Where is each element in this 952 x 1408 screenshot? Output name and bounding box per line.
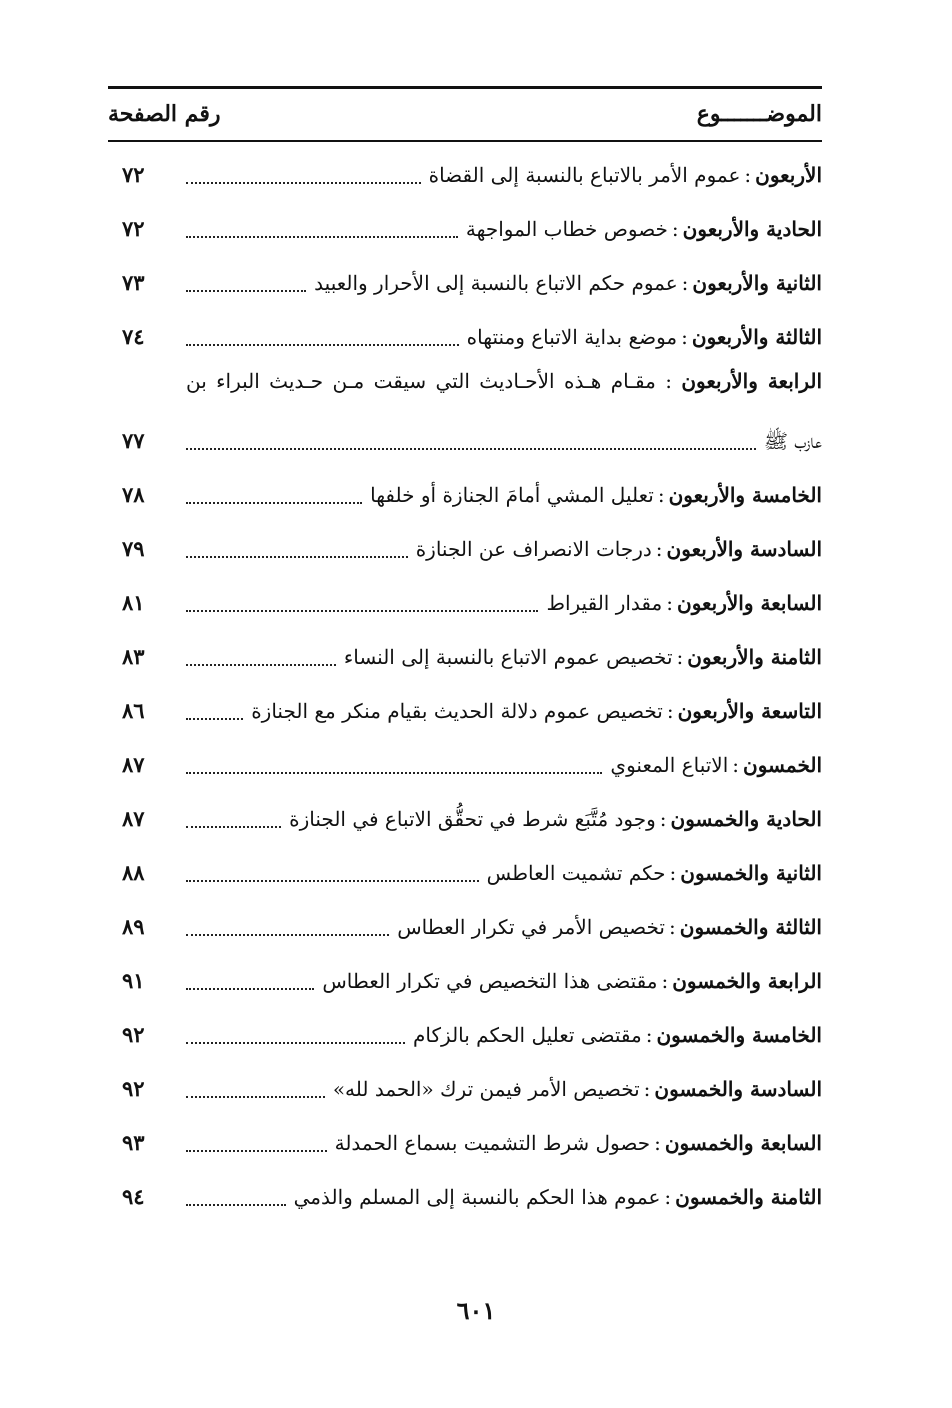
toc-row xyxy=(108,627,822,681)
entry-separator: : xyxy=(655,537,663,561)
entry-heading: الخامسة والأربعون xyxy=(668,483,822,507)
entry-page-number: ٨٩ xyxy=(122,914,145,939)
entry-page-number: ٧٩ xyxy=(122,536,145,561)
page-number: ٦٠١ xyxy=(456,1296,496,1325)
entry-title: حصول شرط التشميت بسماع الحمدلة xyxy=(334,1131,651,1155)
entry-title: عموم حكم الاتباع بالنسبة إلى الأحرار والعبيد xyxy=(314,271,678,295)
entry-page-number: ٧٨ xyxy=(122,482,145,507)
toc-row xyxy=(108,897,822,951)
entry-page-number: ٨٧ xyxy=(122,752,145,777)
toc-row xyxy=(108,1005,822,1059)
entry-page-number: ٩٣ xyxy=(122,1130,145,1155)
toc-row xyxy=(108,199,822,253)
entry-heading: الثانية والأربعون xyxy=(692,271,822,295)
entry-separator: : xyxy=(669,861,677,885)
entry-page-number: ٩٢ xyxy=(122,1076,145,1101)
entry-heading: السادسة والخمسون xyxy=(654,1077,822,1101)
entry-separator: : xyxy=(665,369,672,393)
entry-heading: الحادية والأربعون xyxy=(682,217,822,241)
entry-title: عموم هذا الحكم بالنسبة إلى المسلم والذمي xyxy=(293,1185,661,1209)
entry-title-continuation: عازب ﷺ xyxy=(763,429,822,453)
entry-heading: الثامنة والأربعون xyxy=(687,645,822,669)
entry-title: تخصيص الأمر في تكرار العطاس xyxy=(397,915,665,939)
entry-page-number: ٩٤ xyxy=(122,1184,145,1209)
entry-title: تخصيص عموم دلالة الحديث بقيام منكر مع الجنازة xyxy=(251,699,663,723)
topic-column-header: الموضـــــــوع xyxy=(696,101,822,127)
entry-heading: التاسعة والأربعون xyxy=(677,699,822,723)
toc-row xyxy=(108,573,822,627)
table-of-contents xyxy=(108,145,822,1221)
entry-separator: : xyxy=(643,1077,651,1101)
entry-heading: الخامسة والخمسون xyxy=(656,1023,822,1047)
entry-title: الاتباع المعنوي xyxy=(610,753,729,777)
entry-separator: : xyxy=(681,325,688,349)
entry-title: خصوص خطاب المواجهة xyxy=(465,217,668,241)
entry-separator: : xyxy=(659,807,667,831)
leader-dots xyxy=(186,235,458,238)
entry-separator: : xyxy=(654,1131,661,1155)
page-column-header: رقم الصفحة xyxy=(108,101,221,127)
leader-dots xyxy=(186,181,421,184)
toc-row xyxy=(108,465,822,519)
leader-dots xyxy=(186,609,538,612)
entry-page-number: ٨٦ xyxy=(122,698,145,723)
leader-dots xyxy=(186,1041,405,1044)
entry-title: موضع بداية الاتباع ومنتهاه xyxy=(466,325,678,349)
entry-separator: : xyxy=(669,915,676,939)
entry-heading: الحادية والخمسون xyxy=(670,807,822,831)
entry-separator: : xyxy=(744,163,752,187)
entry-title: عموم الأمر بالاتباع بالنسبة إلى القضاة xyxy=(428,163,741,187)
entry-page-number: ٧٤ xyxy=(122,324,145,349)
entry-separator: : xyxy=(666,699,674,723)
entry-title: وجود مُتَّبَع شرط في تحقُّق الاتباع في الجنازة xyxy=(289,807,656,831)
entry-page-number: ٨٣ xyxy=(122,644,145,669)
entry-title: مقتضى هذا التخصيص في تكرار العطاس xyxy=(322,969,658,993)
entry-separator: : xyxy=(664,1185,672,1209)
entry-heading: السابعة والأربعون xyxy=(677,591,822,615)
entry-title: تخصيص الأمر فيمن ترك «الحمد لله» xyxy=(332,1077,640,1101)
entry-title: مقدار القيراط xyxy=(546,591,663,615)
leader-dots xyxy=(186,717,243,720)
leader-dots xyxy=(186,771,602,774)
leader-dots xyxy=(186,825,281,828)
leader-dots xyxy=(186,289,306,292)
entry-page-number: ٨٧ xyxy=(122,806,145,831)
entry-page-number: ٧٧ xyxy=(122,428,145,453)
toc-row xyxy=(108,1113,822,1167)
entry-page-number: ٧٢ xyxy=(122,162,145,187)
entry-page-number: ٩٢ xyxy=(122,1022,145,1047)
toc-row xyxy=(108,145,822,199)
leader-dots xyxy=(186,933,389,936)
toc-row xyxy=(108,789,822,843)
toc-row xyxy=(108,681,822,735)
entry-heading: الثامنة والخمسون xyxy=(675,1185,822,1209)
entry-title: حكم تشميت العاطس xyxy=(486,861,666,885)
entry-heading: الرابعة والخمسون xyxy=(672,969,822,993)
entry-separator: : xyxy=(666,591,673,615)
toc-row xyxy=(108,1059,822,1113)
entry-heading: الخمسون xyxy=(743,753,822,777)
table-header xyxy=(108,96,822,132)
toc-row xyxy=(108,253,822,307)
toc-row xyxy=(108,1167,822,1221)
leader-dots xyxy=(186,1095,325,1098)
entry-heading: الثالثة والأربعون xyxy=(691,325,822,349)
entry-heading: الرابعة والأربعون xyxy=(681,369,823,393)
entry-page-number: ٧٣ xyxy=(122,270,145,295)
top-rule xyxy=(108,86,822,89)
toc-row xyxy=(108,735,822,789)
entry-heading: السادسة والأربعون xyxy=(666,537,822,561)
entry-title: مقـام هـذه الأحـاديث التي سيقت مـن حـديث البراء بن xyxy=(186,369,656,393)
leader-dots xyxy=(186,663,336,666)
entry-separator: : xyxy=(661,969,669,993)
toc-row xyxy=(108,361,822,465)
header-rule xyxy=(108,140,822,142)
leader-dots xyxy=(186,447,756,450)
entry-title: درجات الانصراف عن الجنازة xyxy=(415,537,652,561)
entry-title: تخصيص عموم الاتباع بالنسبة إلى النساء xyxy=(343,645,673,669)
leader-dots xyxy=(186,1203,286,1206)
leader-dots xyxy=(186,501,362,504)
entry-title: تعليل المشي أمامَ الجنازة أو خلفها xyxy=(370,483,654,507)
entry-separator: : xyxy=(671,217,679,241)
leader-dots xyxy=(186,1149,327,1152)
entry-heading: السابعة والخمسون xyxy=(664,1131,822,1155)
entry-heading: الأربعون xyxy=(755,163,822,187)
entry-page-number: ٩١ xyxy=(122,968,145,993)
entry-separator: : xyxy=(657,483,665,507)
leader-dots xyxy=(186,343,459,346)
toc-row xyxy=(108,519,822,573)
entry-separator: : xyxy=(676,645,684,669)
entry-separator: : xyxy=(732,753,740,777)
leader-dots xyxy=(186,987,314,990)
entry-page-number: ٨٨ xyxy=(122,860,145,885)
entry-page-number: ٨١ xyxy=(122,590,145,615)
entry-separator: : xyxy=(681,271,689,295)
leader-dots xyxy=(186,555,408,558)
toc-row xyxy=(108,951,822,1005)
entry-page-number: ٧٢ xyxy=(122,216,145,241)
toc-row xyxy=(108,843,822,897)
entry-separator: : xyxy=(645,1023,653,1047)
entry-title: مقتضى تعليل الحكم بالزكام xyxy=(413,1023,642,1047)
toc-row xyxy=(108,307,822,361)
leader-dots xyxy=(186,879,479,882)
entry-heading: الثالثة والخمسون xyxy=(679,915,822,939)
entry-heading: الثانية والخمسون xyxy=(680,861,822,885)
